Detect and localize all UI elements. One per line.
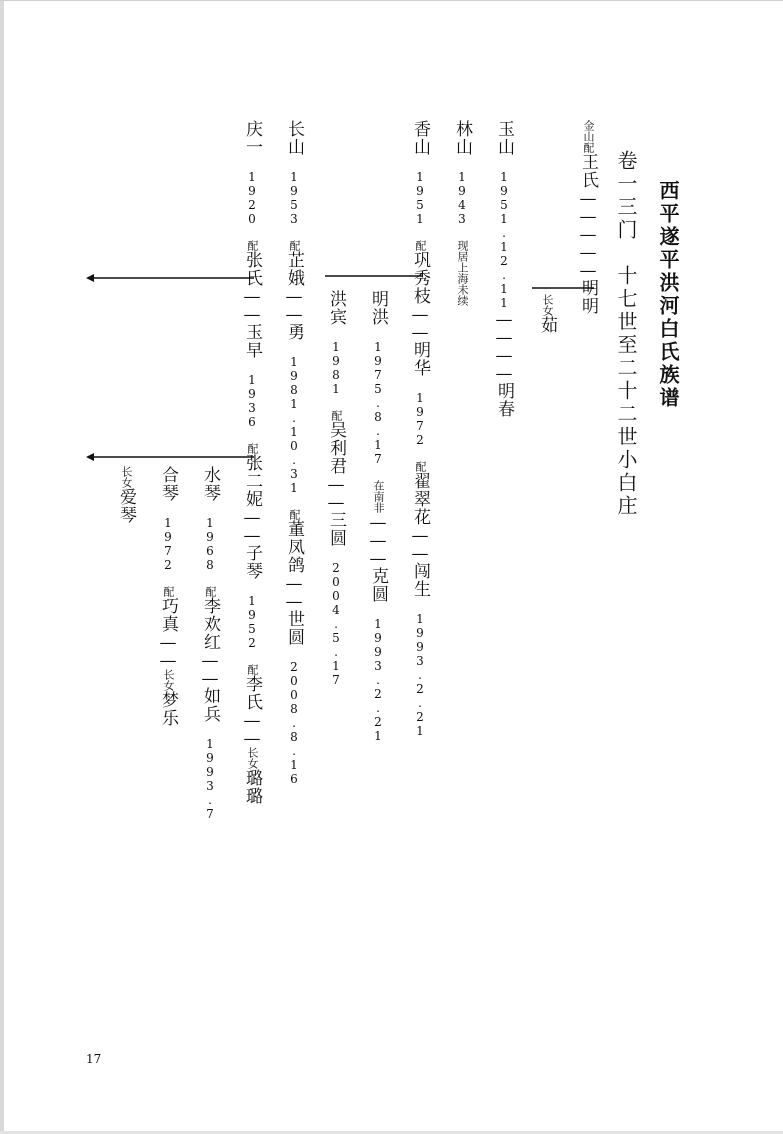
annotation-text: 配	[246, 664, 259, 675]
date-text: 1972	[161, 502, 175, 586]
date-text: 2004.5.17	[329, 547, 343, 687]
annotation-text: 配	[288, 240, 301, 251]
lineage-dash: ——	[284, 574, 304, 610]
document-subtitle: 卷一三门 十七世至二十二世小白庄	[614, 150, 638, 518]
annotation-text: 金山配	[582, 120, 595, 153]
person-name: 子琴	[242, 544, 262, 580]
date-text: 1993.7	[203, 723, 217, 821]
lineage-dash: ————	[494, 310, 514, 382]
date-text: 1968	[203, 502, 217, 586]
person-name: 洪宾	[326, 290, 346, 326]
date-text: 1975.8.17	[371, 326, 385, 480]
date-text: 1993.2.21	[413, 598, 427, 738]
person-name: 勇	[284, 323, 304, 341]
person-name: 董凤鸽	[284, 520, 304, 574]
person-name: 王氏	[578, 153, 598, 189]
lineage-dash: ——	[326, 475, 346, 511]
person-name: 玉山	[494, 120, 514, 156]
person-name: 爱琴	[116, 488, 136, 524]
person-name: 李欢红	[200, 597, 220, 651]
date-text: 1972	[413, 377, 427, 461]
person-name: 闯生	[410, 562, 430, 598]
document-title: 西平遂平洪河白氏族谱	[656, 180, 680, 410]
lineage-dash: —————	[578, 189, 598, 279]
person-name: 璐璐	[242, 769, 262, 805]
lineage-dash: ——	[242, 711, 262, 747]
lineage-dash: ——	[242, 287, 262, 323]
person-name: 林山	[452, 120, 472, 156]
person-name: 张二妮	[242, 454, 262, 508]
lineage-dash: ———	[368, 513, 388, 567]
date-text: 1981	[329, 326, 343, 410]
annotation-text: 配	[414, 461, 427, 472]
date-text: 1952	[245, 580, 259, 664]
person-name: 茹	[537, 316, 557, 334]
annotation-text: 配	[204, 586, 217, 597]
annotation-text: 配	[246, 443, 259, 454]
date-text: 1951.12.11	[497, 156, 511, 310]
annotation-text: 配	[414, 240, 427, 251]
person-name: 梦乐	[158, 691, 178, 727]
date-text: 1920	[245, 156, 259, 240]
person-name: 巩秀枝	[410, 251, 430, 305]
lineage-dash: ——	[284, 287, 304, 323]
person-name: 香山	[410, 120, 430, 156]
annotation-text: 长女	[246, 747, 259, 769]
lineage-dash: ——	[158, 633, 178, 669]
date-text: 1953	[287, 156, 301, 240]
person-name: 世圆	[284, 610, 304, 646]
date-text: 2008.8.16	[287, 646, 301, 786]
annotation-text: 长女	[162, 669, 175, 691]
lineage-dash: ——	[242, 508, 262, 544]
annotation-text: 配	[330, 410, 343, 421]
annotation-text: 配	[246, 240, 259, 251]
person-name: 长山	[284, 120, 304, 156]
person-name: 李氏	[242, 675, 262, 711]
arrow-head-yuzao	[86, 274, 94, 282]
person-name: 张氏	[242, 251, 262, 287]
annotation-text: 在南非	[372, 480, 385, 513]
annotation-text: 配	[162, 586, 175, 597]
date-text: 1943	[455, 156, 469, 240]
date-text: 1993.2.21	[371, 603, 385, 743]
annotation-text: 现居上海未续	[456, 240, 469, 306]
annotation-text: 长女	[541, 294, 554, 316]
lineage-dash: ——	[200, 651, 220, 687]
person-name: 吴利君	[326, 421, 346, 475]
person-name: 明洪	[368, 290, 388, 326]
date-text: 1981.10.31	[287, 341, 301, 509]
lineage-dash: ——	[410, 305, 430, 341]
person-name: 翟翠花	[410, 472, 430, 526]
annotation-text: 长女	[120, 466, 133, 488]
person-name: 巧真	[158, 597, 178, 633]
person-name: 水琴	[200, 466, 220, 502]
person-name: 克圆	[368, 567, 388, 603]
date-text: 1951	[413, 156, 427, 240]
person-name: 合琴	[158, 466, 178, 502]
person-name: 庆一	[242, 120, 262, 156]
date-text: 1936	[245, 359, 259, 443]
person-name: 三圆	[326, 511, 346, 547]
person-name: 如兵	[200, 687, 220, 723]
person-name: 明明	[578, 279, 598, 315]
person-name: 明春	[494, 382, 514, 418]
person-name: 明华	[410, 341, 430, 377]
lineage-dash: ——	[410, 526, 430, 562]
page-number: 17	[86, 1052, 102, 1066]
annotation-text: 配	[288, 509, 301, 520]
arrow-head-ziqin	[86, 453, 94, 461]
person-name: 芷娥	[284, 251, 304, 287]
person-name: 玉早	[242, 323, 262, 359]
